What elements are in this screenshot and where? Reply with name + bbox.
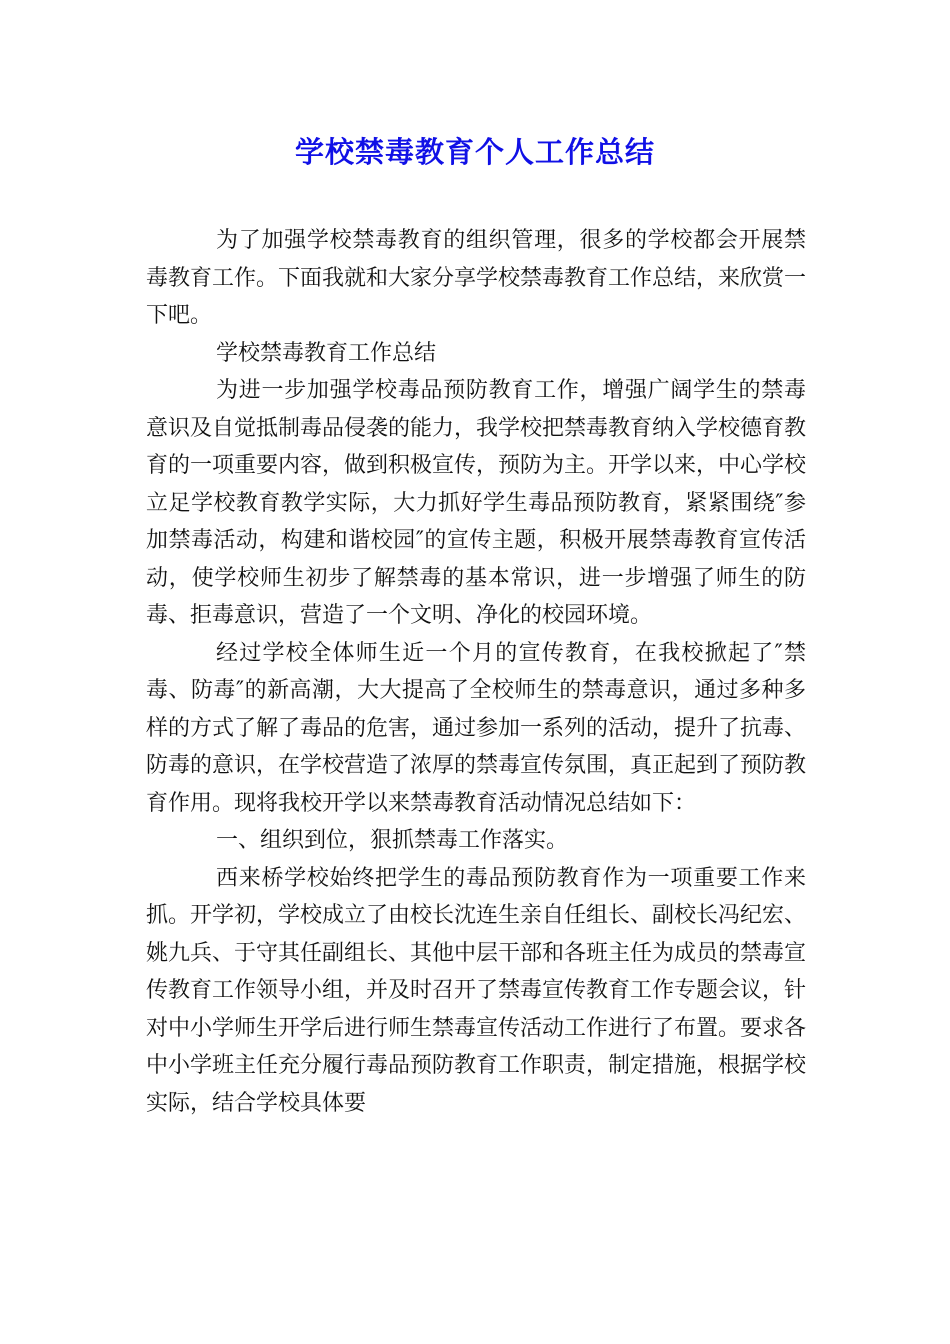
paragraph-summary: 经过学校全体师生近一个月的宣传教育，在我校掀起了″禁毒、防毒″的新高潮，大大提高了全校师生的禁毒意识，通过多种多样的方式了解了毒品的危害，通过参加一系列的活动，提升了抗毒、防毒的意识，在学校营造了浓厚的禁毒宣传氛围，真正起到了预防教育作用。现将我校开学以来禁毒教育活动情况总结如下： xyxy=(146,640,807,816)
paragraph-overview: 为进一步加强学校毒品预防教育工作，增强广阔学生的禁毒意识及自觉抵制毒品侵袭的能力，我学校把禁毒教育纳入学校德育教育的一项重要内容，做到积极宣传，预防为主。开学以来，中心学校立足学校教育教学实际，大力抓好学生毒品预防教育，紧紧围绕″参加禁毒活动，构建和谐校园″的宣传主题，积极开展禁毒教育宣传活动，使学校师生初步了解禁毒的基本常识，进一步增强了师生的防毒、拒毒意识，营造了一个文明、净化的校园环境。 xyxy=(146,378,807,628)
document-title: 学校禁毒教育个人工作总结 xyxy=(294,135,655,169)
paragraph-intro: 为了加强学校禁毒教育的组织管理，很多的学校都会开展禁毒教育工作。下面我就和大家分享学校禁毒教育工作总结，来欣赏一下吧。 xyxy=(146,228,807,328)
document-body xyxy=(146,222,806,1122)
paragraph-section-1: 西来桥学校始终把学生的毒品预防教育作为一项重要工作来抓。开学初，学校成立了由校长沈连生亲自任组长、副校长冯纪宏、姚九兵、于守其任副组长、其他中层干部和各班主任为成员的禁毒宣传教育工作领导小组，并及时召开了禁毒宣传教育工作专题会议，针对中小学师生开学后进行师生禁毒宣传活动工作进行了布置。要求各中小学班主任充分履行毒品预防教育工作职责，制定措施，根据学校实际，结合学校具体要 xyxy=(146,865,807,1116)
section-heading-1: 一、组织到位，狠抓禁毒工作落实。 xyxy=(216,828,569,853)
paragraph-heading: 学校禁毒教育工作总结 xyxy=(216,340,437,366)
